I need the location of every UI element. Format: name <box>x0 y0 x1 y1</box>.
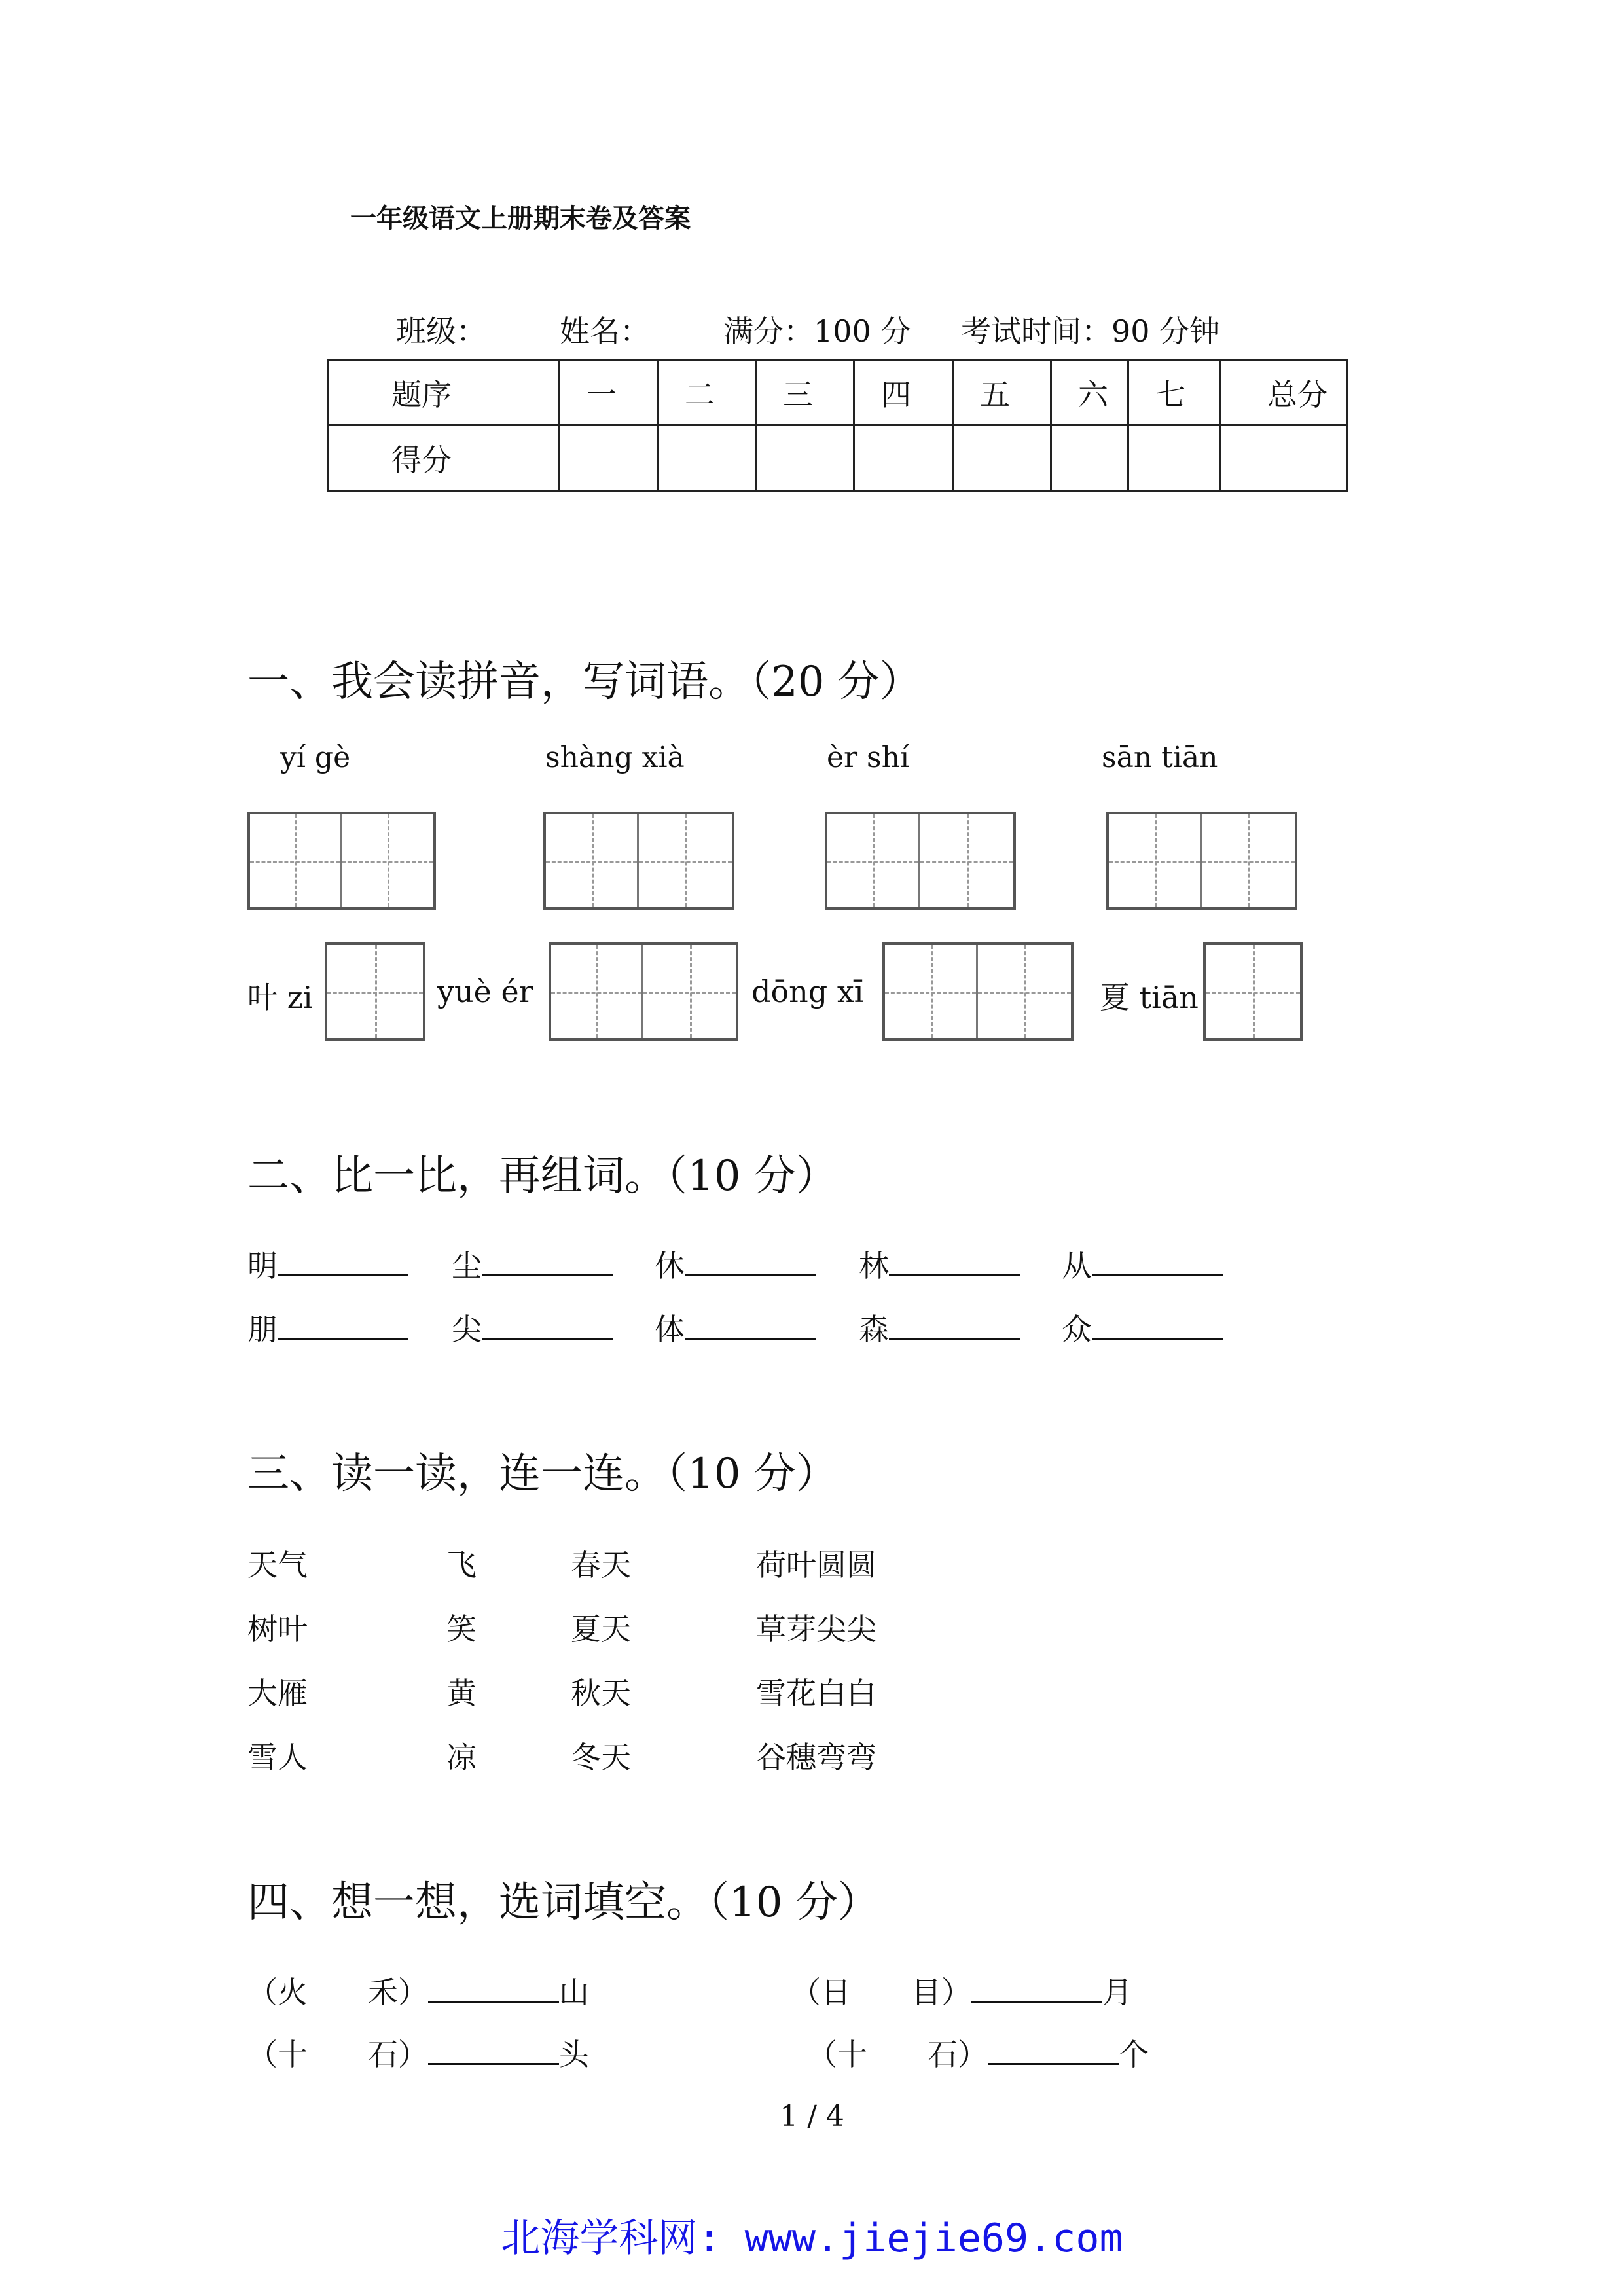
score-cell[interactable] <box>953 425 1051 491</box>
char: 明 <box>247 1248 278 1283</box>
choice-pair: （十 石） <box>807 2037 988 2072</box>
char: 众 <box>1062 1312 1092 1347</box>
match-word[interactable]: 笑 <box>446 1611 477 1647</box>
writing-grid[interactable] <box>825 812 1016 910</box>
writing-grid[interactable] <box>325 942 425 1041</box>
fill-item <box>247 1969 589 2012</box>
header-cell: 三 <box>756 360 854 425</box>
answer-blank[interactable] <box>428 2037 559 2065</box>
writing-grid[interactable] <box>882 942 1074 1041</box>
class-label: 班级： <box>396 314 486 349</box>
word-prompt: yuè ér <box>437 974 533 1009</box>
tail-char: 个 <box>1119 2037 1149 2072</box>
answer-blank[interactable] <box>889 1312 1020 1340</box>
score-table-score-row <box>329 425 1347 491</box>
match-word[interactable]: 冬天 <box>571 1740 631 1775</box>
match-word[interactable]: 大雁 <box>247 1676 308 1711</box>
score-cell[interactable] <box>1128 425 1221 491</box>
word-prompt: 叶 zi <box>247 980 313 1015</box>
fill-item <box>247 2031 589 2074</box>
match-word[interactable]: 秋天 <box>571 1676 631 1711</box>
writing-grid[interactable] <box>549 942 738 1041</box>
compare-item <box>655 1242 816 1285</box>
answer-blank[interactable] <box>278 1312 408 1340</box>
header-cell: 四 <box>854 360 953 425</box>
score-cell[interactable] <box>658 425 756 491</box>
tail-char: 山 <box>559 1975 589 2010</box>
answer-blank[interactable] <box>428 1975 559 2003</box>
writing-grid[interactable] <box>1106 812 1297 910</box>
match-word[interactable]: 黄 <box>446 1676 477 1711</box>
pinyin-label: yí gè <box>280 741 351 774</box>
score-table-header-row <box>329 360 1347 425</box>
char: 从 <box>1062 1248 1092 1283</box>
section3-title: 三、读一读，连一连。（10 分） <box>247 1450 838 1498</box>
compare-item <box>247 1306 408 1349</box>
match-word[interactable]: 树叶 <box>247 1611 308 1647</box>
match-word[interactable]: 春天 <box>571 1547 631 1583</box>
char: 体 <box>655 1312 685 1347</box>
document-title: 一年级语文上册期末卷及答案 <box>350 204 691 234</box>
compare-item <box>1062 1242 1223 1285</box>
writing-grid[interactable] <box>247 812 436 910</box>
header-cell: 六 <box>1051 360 1128 425</box>
section1-title: 一、我会读拼音，写词语。（20 分） <box>247 658 922 706</box>
match-word[interactable]: 天气 <box>247 1547 308 1583</box>
score-cell[interactable] <box>560 425 658 491</box>
tail-char: 头 <box>559 2037 589 2072</box>
match-word[interactable]: 谷穗弯弯 <box>756 1740 876 1775</box>
section2-title: 二、比一比，再组词。（10 分） <box>247 1152 838 1200</box>
match-word[interactable]: 草芽尖尖 <box>756 1611 876 1647</box>
match-word[interactable]: 夏天 <box>571 1611 631 1647</box>
pinyin-label: shàng xià <box>545 741 685 774</box>
pinyin-label: sān tiān <box>1102 741 1218 774</box>
word-prompt: 夏 tiān <box>1100 980 1199 1015</box>
char: 林 <box>859 1248 889 1283</box>
score-cell[interactable] <box>854 425 953 491</box>
match-word[interactable]: 雪人 <box>247 1740 308 1775</box>
answer-blank[interactable] <box>1092 1312 1223 1340</box>
section4-title: 四、想一想，选词填空。（10 分） <box>247 1878 880 1927</box>
char: 休 <box>655 1248 685 1283</box>
answer-blank[interactable] <box>482 1312 613 1340</box>
choice-pair: （十 石） <box>247 2037 428 2072</box>
footer-watermark[interactable]: 北海学科网: www.jiejie69.com <box>501 2215 1123 2261</box>
fill-item <box>807 2031 1149 2074</box>
row-label: 得分 <box>329 425 560 491</box>
answer-blank[interactable] <box>685 1312 816 1340</box>
full-score: 满分：100 分 <box>723 314 911 349</box>
char: 尖 <box>452 1312 482 1347</box>
compare-item <box>247 1242 408 1285</box>
char: 尘 <box>452 1248 482 1283</box>
match-word[interactable]: 雪花白白 <box>756 1676 876 1711</box>
exam-time: 考试时间：90 分钟 <box>961 314 1220 349</box>
compare-item <box>859 1306 1020 1349</box>
writing-grid[interactable] <box>1203 942 1303 1041</box>
header-cell: 题序 <box>329 360 560 425</box>
match-word[interactable]: 凉 <box>446 1740 477 1775</box>
score-cell[interactable] <box>1221 425 1347 491</box>
answer-blank[interactable] <box>278 1248 408 1276</box>
answer-blank[interactable] <box>889 1248 1020 1276</box>
answer-blank[interactable] <box>482 1248 613 1276</box>
answer-blank[interactable] <box>971 1975 1102 2003</box>
page-number: 1 / 4 <box>780 2100 844 2133</box>
header-cell: 二 <box>658 360 756 425</box>
header-cell: 总分 <box>1221 360 1347 425</box>
char: 森 <box>859 1312 889 1347</box>
score-table <box>327 359 1348 492</box>
pinyin-label: èr shí <box>827 741 910 774</box>
choice-pair: （日 目） <box>791 1975 971 2010</box>
answer-blank[interactable] <box>988 2037 1119 2065</box>
char: 朋 <box>247 1312 278 1347</box>
header-cell: 一 <box>560 360 658 425</box>
score-cell[interactable] <box>1051 425 1128 491</box>
compare-item <box>655 1306 816 1349</box>
compare-item <box>452 1242 613 1285</box>
score-cell[interactable] <box>756 425 854 491</box>
name-label: 姓名： <box>560 314 650 349</box>
header-cell: 七 <box>1128 360 1221 425</box>
fill-item <box>791 1969 1132 2012</box>
answer-blank[interactable] <box>1092 1248 1223 1276</box>
match-word[interactable]: 飞 <box>446 1547 477 1583</box>
compare-item <box>859 1242 1020 1285</box>
writing-grid[interactable] <box>543 812 734 910</box>
compare-item <box>1062 1306 1223 1349</box>
header-cell: 五 <box>953 360 1051 425</box>
answer-blank[interactable] <box>685 1248 816 1276</box>
word-prompt: dōng xī <box>751 974 864 1009</box>
match-word[interactable]: 荷叶圆圆 <box>756 1547 876 1583</box>
choice-pair: （火 禾） <box>247 1975 428 2010</box>
compare-item <box>452 1306 613 1349</box>
tail-char: 月 <box>1102 1975 1132 2010</box>
